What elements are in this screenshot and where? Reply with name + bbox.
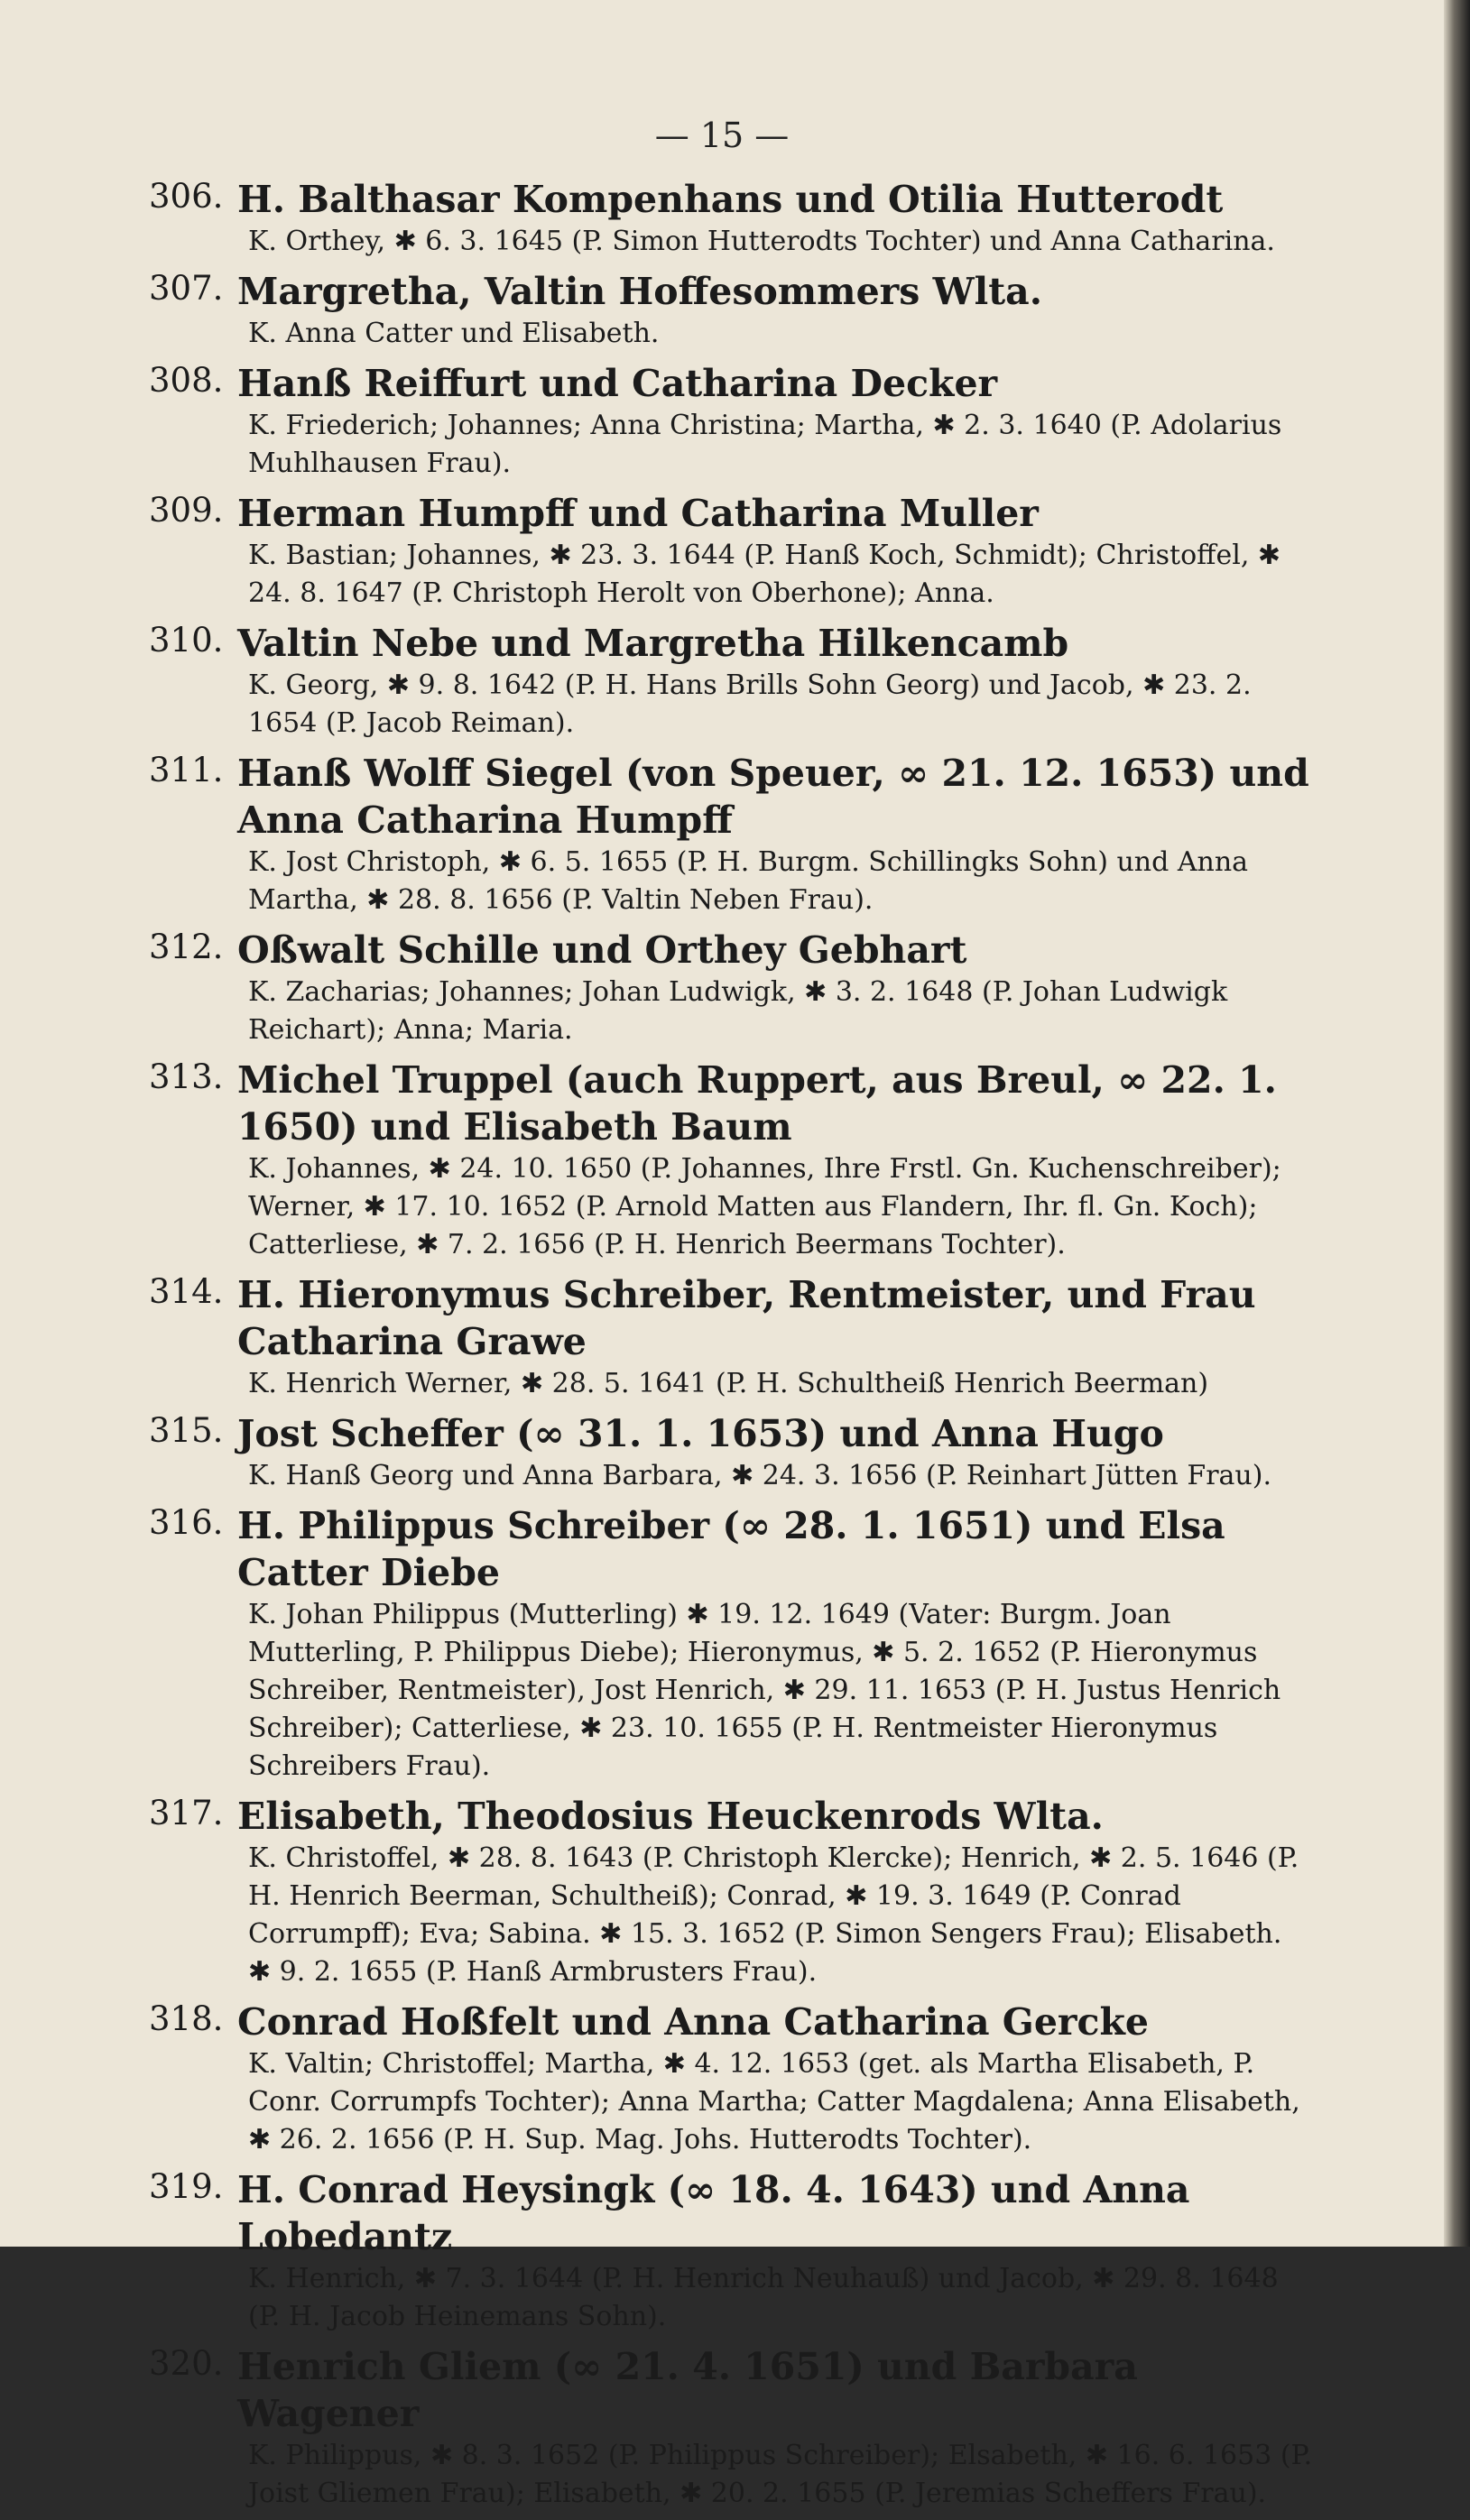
- entry-children: K. Henrich Werner, ✱ 28. 5. 1641 (P. H. Schultheiß Henrich Beerman): [248, 1368, 1209, 1399]
- entry-number: 308.: [149, 361, 224, 400]
- entry-body: [237, 2343, 1313, 2513]
- entry-heading: Margretha, Valtin Hoffesommers Wlta.: [237, 270, 1043, 313]
- entry-number: 307.: [149, 269, 224, 308]
- entry-number: 316.: [149, 1503, 224, 1542]
- genealogy-entry: [149, 1998, 1313, 2159]
- entry-heading: Michel Truppel (auch Ruppert, aus Breul, ∞ 22. 1. 1650) und Elisabeth Baum: [237, 1058, 1277, 1149]
- genealogy-entry: [149, 2166, 1313, 2336]
- entry-children: K. Johan Philippus (Mutterling) ✱ 19. 12. 1649 (Vater: Burgm. Joan Mutterling, P. Philippus Diebe); Hieronymus, ✱ 5. 2. 1652 (P. Hieronymus Schreiber, Rentmeister), Jost Henrich, ✱ 29. 11. 1653 (P. H. Justus Henrich Schreiber); Catterliese, ✱ 23. 10. 1655 (P. H. Rentmeister Hieronymus Schreibers Frau).: [248, 1599, 1281, 1782]
- entry-body: [237, 268, 1313, 353]
- entry-body: [237, 1998, 1313, 2159]
- entry-number: 306.: [149, 177, 224, 216]
- entry-children: K. Friederich; Johannes; Anna Christina; Martha, ✱ 2. 3. 1640 (P. Adolarius Muhlhausen Frau).: [248, 410, 1282, 479]
- entry-number: 319.: [149, 2167, 224, 2206]
- entry-number: 312.: [149, 928, 224, 966]
- entry-body: [237, 750, 1313, 919]
- entry-body: [237, 620, 1313, 743]
- entry-heading: H. Conrad Heysingk (∞ 18. 4. 1643) und Anna Lobedantz: [237, 2168, 1190, 2258]
- entry-body: [237, 1793, 1313, 1991]
- entry-number: 315.: [149, 1411, 224, 1450]
- genealogy-entry: [149, 1793, 1313, 1991]
- entry-heading: Elisabeth, Theodosius Heuckenrods Wlta.: [237, 1795, 1104, 1838]
- genealogy-entry: [149, 927, 1313, 1049]
- genealogy-entry: [149, 1502, 1313, 1786]
- entry-number: 311.: [149, 751, 224, 789]
- entry-body: [237, 2166, 1313, 2336]
- entry-children: K. Orthey, ✱ 6. 3. 1645 (P. Simon Hutterodts Tochter) und Anna Catharina.: [248, 226, 1275, 257]
- genealogy-entry: [149, 620, 1313, 743]
- entry-children: K. Anna Catter und Elisabeth.: [248, 318, 660, 349]
- page-number: — 15 —: [654, 115, 790, 155]
- genealogy-entry: [149, 1057, 1313, 1264]
- genealogy-entry: [149, 750, 1313, 919]
- entry-heading: H. Hieronymus Schreiber, Rentmeister, und Frau Catharina Grawe: [237, 1273, 1256, 1363]
- entry-body: [237, 1271, 1313, 1403]
- entry-children: K. Zacharias; Johannes; Johan Ludwigk, ✱ 3. 2. 1648 (P. Johan Ludwigk Reichart); Anna; Maria.: [248, 976, 1228, 1046]
- genealogy-entry: [149, 2343, 1313, 2513]
- entry-children: K. Johannes, ✱ 24. 10. 1650 (P. Johannes, Ihre Frstl. Gn. Kuchenschreiber); Werner, ✱ 17. 10. 1652 (P. Arnold Matten aus Flandern, Ihr. fl. Gn. Koch); Catterliese, ✱ 7. 2. 1656 (P. H. Henrich Beermans Tochter).: [248, 1153, 1281, 1260]
- entry-heading: Conrad Hoßfelt und Anna Catharina Gercke: [237, 2000, 1149, 2044]
- entry-number: 317.: [149, 1794, 224, 1832]
- entry-heading: Jost Scheffer (∞ 31. 1. 1653) und Anna Hugo: [237, 1412, 1164, 1455]
- entry-children: K. Henrich, ✱ 7. 3. 1644 (P. H. Henrich Neuhauß) und Jacob, ✱ 29. 8. 1648 (P. H. Jacob Heinemans Sohn).: [248, 2263, 1279, 2332]
- entry-heading: Hanß Wolff Siegel (von Speuer, ∞ 21. 12. 1653) und Anna Catharina Humpff: [237, 752, 1309, 842]
- entry-heading: H. Balthasar Kompenhans und Otilia Hutterodt: [237, 178, 1224, 221]
- genealogy-entry: [149, 268, 1313, 353]
- entry-children: K. Hanß Georg und Anna Barbara, ✱ 24. 3. 1656 (P. Reinhart Jütten Frau).: [248, 1460, 1271, 1491]
- book-binding-edge: [1444, 0, 1470, 2247]
- entry-children: K. Valtin; Christoffel; Martha, ✱ 4. 12. 1653 (get. als Martha Elisabeth, P. Conr. Corrumpfs Tochter); Anna Martha; Catter Magdalena; Anna Elisabeth, ✱ 26. 2. 1656 (P. H. Sup. Mag. Johs. Hutterodts Tochter).: [248, 2048, 1300, 2155]
- entry-children: K. Philippus, ✱ 8. 3. 1652 (P. Philippus Schreiber); Elsabeth, ✱ 16. 6. 1653 (P. Joist Gliemen Frau); Elisabeth, ✱ 20. 2. 1655 (P. Jeremias Scheffers Frau).: [248, 2440, 1313, 2509]
- genealogy-entry: [149, 176, 1313, 261]
- entry-heading: Valtin Nebe und Margretha Hilkencamb: [237, 622, 1069, 665]
- entry-body: [237, 927, 1313, 1049]
- entry-number: 314.: [149, 1272, 224, 1311]
- entry-children: K. Christoffel, ✱ 28. 8. 1643 (P. Christoph Klercke); Henrich, ✱ 2. 5. 1646 (P. H. Henrich Beerman, Schultheiß); Conrad, ✱ 19. 3. 1649 (P. Conrad Corrumpff); Eva; Sabina. ✱ 15. 3. 1652 (P. Simon Sengers Frau); Elisabeth. ✱ 9. 2. 1655 (P. Hanß Armbrusters Frau).: [248, 1842, 1299, 1988]
- entry-list: [149, 176, 1313, 2520]
- entry-heading: H. Philippus Schreiber (∞ 28. 1. 1651) und Elsa Catter Diebe: [237, 1504, 1225, 1594]
- entry-number: 310.: [149, 621, 224, 660]
- entry-number: 313.: [149, 1057, 224, 1096]
- genealogy-entry: [149, 490, 1313, 613]
- entry-number: 320.: [149, 2344, 224, 2383]
- entry-heading: Herman Humpff und Catharina Muller: [237, 492, 1039, 535]
- genealogy-entry: [149, 1271, 1313, 1403]
- entry-children: K. Bastian; Johannes, ✱ 23. 3. 1644 (P. Hanß Koch, Schmidt); Christoffel, ✱ 24. 8. 1647 (P. Christoph Herolt von Oberhone); Anna.: [248, 540, 1281, 609]
- entry-body: [237, 176, 1313, 261]
- entry-number: 318.: [149, 1999, 224, 2038]
- entry-heading: Henrich Gliem (∞ 21. 4. 1651) und Barbara Wagener: [237, 2345, 1138, 2435]
- entry-heading: Hanß Reiffurt und Catharina Decker: [237, 362, 998, 405]
- entry-body: [237, 490, 1313, 613]
- entry-heading: Oßwalt Schille und Orthey Gebhart: [237, 928, 967, 972]
- entry-body: [237, 1502, 1313, 1786]
- genealogy-entry: [149, 1410, 1313, 1495]
- entry-number: 309.: [149, 491, 224, 530]
- entry-body: [237, 360, 1313, 483]
- entry-body: [237, 1057, 1313, 1264]
- entry-children: K. Georg, ✱ 9. 8. 1642 (P. H. Hans Brills Sohn Georg) und Jacob, ✱ 23. 2. 1654 (P. Jacob Reiman).: [248, 669, 1252, 739]
- entry-body: [237, 1410, 1313, 1495]
- genealogy-entry: [149, 360, 1313, 483]
- entry-children: K. Jost Christoph, ✱ 6. 5. 1655 (P. H. Burgm. Schillingks Sohn) und Anna Martha, ✱ 28. 8. 1656 (P. Valtin Neben Frau).: [248, 846, 1249, 916]
